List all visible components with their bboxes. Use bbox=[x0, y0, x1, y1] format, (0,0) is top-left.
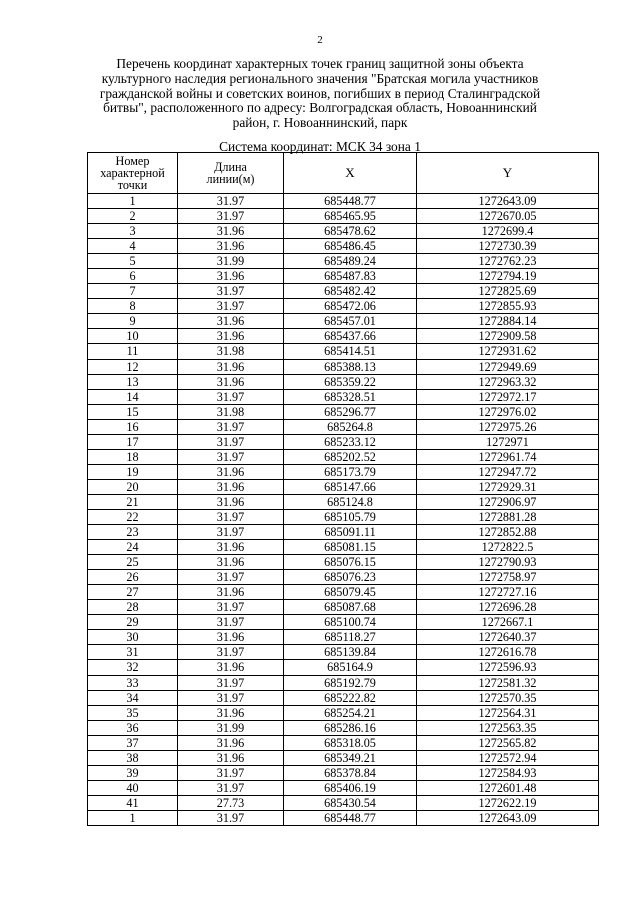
y-coordinate-cell: 1272963.32 bbox=[417, 374, 599, 389]
point-number-cell: 12 bbox=[88, 359, 178, 374]
point-number-cell: 5 bbox=[88, 254, 178, 269]
line-length-cell: 31.96 bbox=[178, 750, 284, 765]
table-row bbox=[88, 464, 599, 479]
line-length-cell: 31.96 bbox=[178, 314, 284, 329]
document-title bbox=[70, 57, 570, 131]
point-number-cell: 10 bbox=[88, 329, 178, 344]
line-length-cell: 31.96 bbox=[178, 555, 284, 570]
y-coordinate-cell: 1272929.31 bbox=[417, 479, 599, 494]
table-row bbox=[88, 795, 599, 810]
line-length-cell: 31.96 bbox=[178, 359, 284, 374]
x-coordinate-cell: 685147.66 bbox=[284, 479, 417, 494]
title-line: район, г. Новоаннинский, парк bbox=[232, 115, 408, 131]
y-coordinate-cell: 1272758.97 bbox=[417, 570, 599, 585]
line-length-cell: 31.96 bbox=[178, 224, 284, 239]
x-coordinate-cell: 685233.12 bbox=[284, 434, 417, 449]
table-row bbox=[88, 525, 599, 540]
x-coordinate-cell: 685286.16 bbox=[284, 720, 417, 735]
y-coordinate-cell: 1272730.39 bbox=[417, 239, 599, 254]
line-length-cell: 31.99 bbox=[178, 720, 284, 735]
line-length-cell: 31.97 bbox=[178, 209, 284, 224]
x-coordinate-cell: 685076.15 bbox=[284, 555, 417, 570]
y-coordinate-cell: 1272640.37 bbox=[417, 630, 599, 645]
line-length-cell: 31.96 bbox=[178, 735, 284, 750]
table-row bbox=[88, 615, 599, 630]
line-length-cell: 31.97 bbox=[178, 434, 284, 449]
x-coordinate-cell: 685437.66 bbox=[284, 329, 417, 344]
table-row bbox=[88, 209, 599, 224]
y-coordinate-cell: 1272931.62 bbox=[417, 344, 599, 359]
x-coordinate-cell: 685406.19 bbox=[284, 780, 417, 795]
y-coordinate-cell: 1272972.17 bbox=[417, 389, 599, 404]
point-number-cell: 1 bbox=[88, 194, 178, 209]
line-length-cell: 31.98 bbox=[178, 404, 284, 419]
point-number-cell: 41 bbox=[88, 795, 178, 810]
y-coordinate-cell: 1272670.05 bbox=[417, 209, 599, 224]
x-coordinate-cell: 685192.79 bbox=[284, 675, 417, 690]
table-row bbox=[88, 299, 599, 314]
table-row bbox=[88, 630, 599, 645]
header-text: точки bbox=[117, 178, 148, 192]
point-number-cell: 28 bbox=[88, 600, 178, 615]
line-length-cell: 31.96 bbox=[178, 540, 284, 555]
table-row bbox=[88, 675, 599, 690]
y-coordinate-cell: 1272790.93 bbox=[417, 555, 599, 570]
line-length-cell: 31.96 bbox=[178, 239, 284, 254]
header-point-number bbox=[88, 153, 178, 194]
y-coordinate-cell: 1272852.88 bbox=[417, 525, 599, 540]
y-coordinate-cell: 1272696.28 bbox=[417, 600, 599, 615]
line-length-cell: 31.97 bbox=[178, 509, 284, 524]
y-coordinate-cell: 1272565.82 bbox=[417, 735, 599, 750]
table-row bbox=[88, 269, 599, 284]
point-number-cell: 7 bbox=[88, 284, 178, 299]
y-coordinate-cell: 1272825.69 bbox=[417, 284, 599, 299]
y-coordinate-cell: 1272906.97 bbox=[417, 494, 599, 509]
table-row bbox=[88, 449, 599, 464]
line-length-cell: 27.73 bbox=[178, 795, 284, 810]
line-length-cell: 31.96 bbox=[178, 660, 284, 675]
line-length-cell: 31.97 bbox=[178, 810, 284, 825]
table-row bbox=[88, 600, 599, 615]
x-coordinate-cell: 685222.82 bbox=[284, 690, 417, 705]
x-coordinate-cell: 685472.06 bbox=[284, 299, 417, 314]
point-number-cell: 19 bbox=[88, 464, 178, 479]
table-row bbox=[88, 509, 599, 524]
table-row bbox=[88, 660, 599, 675]
point-number-cell: 2 bbox=[88, 209, 178, 224]
y-coordinate-cell: 1272584.93 bbox=[417, 765, 599, 780]
y-coordinate-cell: 1272601.48 bbox=[417, 780, 599, 795]
title-line: гражданской войны и советских воинов, погибших в период Сталинградской bbox=[99, 85, 541, 101]
line-length-cell: 31.97 bbox=[178, 615, 284, 630]
title-line: Перечень координат характерных точек границ защитной зоны объекта bbox=[116, 56, 524, 71]
y-coordinate-cell: 1272570.35 bbox=[417, 690, 599, 705]
x-coordinate-cell: 685448.77 bbox=[284, 810, 417, 825]
table-row bbox=[88, 555, 599, 570]
line-length-cell: 31.97 bbox=[178, 645, 284, 660]
page-number: 2 bbox=[317, 34, 323, 46]
table-row bbox=[88, 540, 599, 555]
line-length-cell: 31.97 bbox=[178, 194, 284, 209]
table-row bbox=[88, 284, 599, 299]
x-coordinate-cell: 685489.24 bbox=[284, 254, 417, 269]
point-number-cell: 30 bbox=[88, 630, 178, 645]
point-number-cell: 8 bbox=[88, 299, 178, 314]
line-length-cell: 31.97 bbox=[178, 570, 284, 585]
line-length-cell: 31.96 bbox=[178, 585, 284, 600]
table-row bbox=[88, 359, 599, 374]
line-length-cell: 31.96 bbox=[178, 479, 284, 494]
y-coordinate-cell: 1272884.14 bbox=[417, 314, 599, 329]
x-coordinate-cell: 685264.8 bbox=[284, 419, 417, 434]
point-number-cell: 1 bbox=[88, 810, 178, 825]
y-coordinate-cell: 1272643.09 bbox=[417, 194, 599, 209]
point-number-cell: 17 bbox=[88, 434, 178, 449]
table-row bbox=[88, 314, 599, 329]
x-coordinate-cell: 685430.54 bbox=[284, 795, 417, 810]
x-coordinate-cell: 685100.74 bbox=[284, 615, 417, 630]
x-coordinate-cell: 685124.8 bbox=[284, 494, 417, 509]
point-number-cell: 9 bbox=[88, 314, 178, 329]
point-number-cell: 34 bbox=[88, 690, 178, 705]
header-text: характерной bbox=[100, 166, 165, 180]
x-coordinate-cell: 685105.79 bbox=[284, 509, 417, 524]
y-coordinate-cell: 1272622.19 bbox=[417, 795, 599, 810]
point-number-cell: 32 bbox=[88, 660, 178, 675]
x-coordinate-cell: 685448.77 bbox=[284, 194, 417, 209]
y-coordinate-cell: 1272727.16 bbox=[417, 585, 599, 600]
point-number-cell: 15 bbox=[88, 404, 178, 419]
line-length-cell: 31.96 bbox=[178, 630, 284, 645]
table-row bbox=[88, 750, 599, 765]
line-length-cell: 31.97 bbox=[178, 419, 284, 434]
point-number-cell: 27 bbox=[88, 585, 178, 600]
point-number-cell: 22 bbox=[88, 509, 178, 524]
title-line: культурного наследия регионального значения "Братская могила участников bbox=[101, 70, 539, 86]
table-row bbox=[88, 329, 599, 344]
line-length-cell: 31.99 bbox=[178, 254, 284, 269]
table-row bbox=[88, 585, 599, 600]
y-coordinate-cell: 1272596.93 bbox=[417, 660, 599, 675]
point-number-cell: 29 bbox=[88, 615, 178, 630]
x-coordinate-cell: 685164.9 bbox=[284, 660, 417, 675]
y-coordinate-cell: 1272961.74 bbox=[417, 449, 599, 464]
header-text: Номер bbox=[115, 154, 150, 168]
x-coordinate-cell: 685118.27 bbox=[284, 630, 417, 645]
line-length-cell: 31.96 bbox=[178, 494, 284, 509]
point-number-cell: 37 bbox=[88, 735, 178, 750]
table-row bbox=[88, 765, 599, 780]
line-length-cell: 31.98 bbox=[178, 344, 284, 359]
y-coordinate-cell: 1272643.09 bbox=[417, 810, 599, 825]
x-coordinate-cell: 685076.23 bbox=[284, 570, 417, 585]
line-length-cell: 31.96 bbox=[178, 374, 284, 389]
x-coordinate-cell: 685091.11 bbox=[284, 525, 417, 540]
table-row bbox=[88, 570, 599, 585]
line-length-cell: 31.97 bbox=[178, 449, 284, 464]
x-coordinate-cell: 685457.01 bbox=[284, 314, 417, 329]
table-row bbox=[88, 690, 599, 705]
point-number-cell: 23 bbox=[88, 525, 178, 540]
point-number-cell: 14 bbox=[88, 389, 178, 404]
line-length-cell: 31.97 bbox=[178, 690, 284, 705]
table-row bbox=[88, 404, 599, 419]
x-coordinate-cell: 685487.83 bbox=[284, 269, 417, 284]
table-header-row bbox=[88, 153, 599, 194]
table-row bbox=[88, 434, 599, 449]
table-row bbox=[88, 374, 599, 389]
y-coordinate-cell: 1272947.72 bbox=[417, 464, 599, 479]
point-number-cell: 31 bbox=[88, 645, 178, 660]
y-coordinate-cell: 1272616.78 bbox=[417, 645, 599, 660]
x-coordinate-cell: 685378.84 bbox=[284, 765, 417, 780]
x-coordinate-cell: 685414.51 bbox=[284, 344, 417, 359]
y-coordinate-cell: 1272855.93 bbox=[417, 299, 599, 314]
y-coordinate-cell: 1272572.94 bbox=[417, 750, 599, 765]
point-number-cell: 21 bbox=[88, 494, 178, 509]
x-coordinate-cell: 685079.45 bbox=[284, 585, 417, 600]
x-coordinate-cell: 685081.15 bbox=[284, 540, 417, 555]
point-number-cell: 11 bbox=[88, 344, 178, 359]
point-number-cell: 6 bbox=[88, 269, 178, 284]
point-number-cell: 26 bbox=[88, 570, 178, 585]
line-length-cell: 31.97 bbox=[178, 284, 284, 299]
point-number-cell: 13 bbox=[88, 374, 178, 389]
table-row bbox=[88, 254, 599, 269]
point-number-cell: 4 bbox=[88, 239, 178, 254]
coordinates-table bbox=[87, 152, 599, 826]
x-coordinate-cell: 685486.45 bbox=[284, 239, 417, 254]
table-row bbox=[88, 645, 599, 660]
x-coordinate-cell: 685478.62 bbox=[284, 224, 417, 239]
table-row bbox=[88, 389, 599, 404]
y-coordinate-cell: 1272581.32 bbox=[417, 675, 599, 690]
x-coordinate-cell: 685482.42 bbox=[284, 284, 417, 299]
point-number-cell: 18 bbox=[88, 449, 178, 464]
coordinate-system-label: Система координат: МСК 34 зона 1 bbox=[219, 139, 421, 154]
line-length-cell: 31.96 bbox=[178, 705, 284, 720]
table-row bbox=[88, 194, 599, 209]
table-row bbox=[88, 705, 599, 720]
y-coordinate-cell: 1272564.31 bbox=[417, 705, 599, 720]
line-length-cell: 31.96 bbox=[178, 464, 284, 479]
x-coordinate-cell: 685349.21 bbox=[284, 750, 417, 765]
point-number-cell: 39 bbox=[88, 765, 178, 780]
y-coordinate-cell: 1272794.19 bbox=[417, 269, 599, 284]
x-coordinate-cell: 685087.68 bbox=[284, 600, 417, 615]
x-coordinate-cell: 685202.52 bbox=[284, 449, 417, 464]
x-coordinate-cell: 685173.79 bbox=[284, 464, 417, 479]
y-coordinate-cell: 1272822.5 bbox=[417, 540, 599, 555]
x-coordinate-cell: 685388.13 bbox=[284, 359, 417, 374]
y-coordinate-cell: 1272563.35 bbox=[417, 720, 599, 735]
header-text: линии(м) bbox=[206, 172, 255, 186]
table-row bbox=[88, 239, 599, 254]
point-number-cell: 36 bbox=[88, 720, 178, 735]
header-line-length bbox=[178, 153, 284, 194]
line-length-cell: 31.96 bbox=[178, 269, 284, 284]
table-row bbox=[88, 735, 599, 750]
line-length-cell: 31.97 bbox=[178, 600, 284, 615]
x-coordinate-cell: 685318.05 bbox=[284, 735, 417, 750]
point-number-cell: 25 bbox=[88, 555, 178, 570]
table-row bbox=[88, 720, 599, 735]
y-coordinate-cell: 1272667.1 bbox=[417, 615, 599, 630]
x-coordinate-cell: 685139.84 bbox=[284, 645, 417, 660]
x-coordinate-cell: 685328.51 bbox=[284, 389, 417, 404]
x-coordinate-cell: 685465.95 bbox=[284, 209, 417, 224]
y-coordinate-cell: 1272762.23 bbox=[417, 254, 599, 269]
header-x: X bbox=[284, 153, 417, 194]
y-coordinate-cell: 1272881.28 bbox=[417, 509, 599, 524]
line-length-cell: 31.97 bbox=[178, 675, 284, 690]
point-number-cell: 3 bbox=[88, 224, 178, 239]
line-length-cell: 31.97 bbox=[178, 765, 284, 780]
y-coordinate-cell: 1272975.26 bbox=[417, 419, 599, 434]
y-coordinate-cell: 1272976.02 bbox=[417, 404, 599, 419]
point-number-cell: 40 bbox=[88, 780, 178, 795]
y-coordinate-cell: 1272971 bbox=[417, 434, 599, 449]
table-row bbox=[88, 479, 599, 494]
table-row bbox=[88, 344, 599, 359]
y-coordinate-cell: 1272909.58 bbox=[417, 329, 599, 344]
line-length-cell: 31.97 bbox=[178, 780, 284, 795]
point-number-cell: 20 bbox=[88, 479, 178, 494]
line-length-cell: 31.96 bbox=[178, 329, 284, 344]
table-row bbox=[88, 419, 599, 434]
point-number-cell: 35 bbox=[88, 705, 178, 720]
table-row bbox=[88, 224, 599, 239]
x-coordinate-cell: 685254.21 bbox=[284, 705, 417, 720]
line-length-cell: 31.97 bbox=[178, 389, 284, 404]
x-coordinate-cell: 685359.22 bbox=[284, 374, 417, 389]
point-number-cell: 16 bbox=[88, 419, 178, 434]
header-y: Y bbox=[417, 153, 599, 194]
point-number-cell: 33 bbox=[88, 675, 178, 690]
y-coordinate-cell: 1272949.69 bbox=[417, 359, 599, 374]
title-line: битвы", расположенного по адресу: Волгоградская область, Новоаннинский bbox=[103, 100, 537, 116]
y-coordinate-cell: 1272699.4 bbox=[417, 224, 599, 239]
table-row bbox=[88, 494, 599, 509]
header-text: Длина bbox=[214, 160, 247, 174]
table-row bbox=[88, 810, 599, 825]
point-number-cell: 24 bbox=[88, 540, 178, 555]
point-number-cell: 38 bbox=[88, 750, 178, 765]
line-length-cell: 31.97 bbox=[178, 299, 284, 314]
x-coordinate-cell: 685296.77 bbox=[284, 404, 417, 419]
table-row bbox=[88, 780, 599, 795]
line-length-cell: 31.97 bbox=[178, 525, 284, 540]
